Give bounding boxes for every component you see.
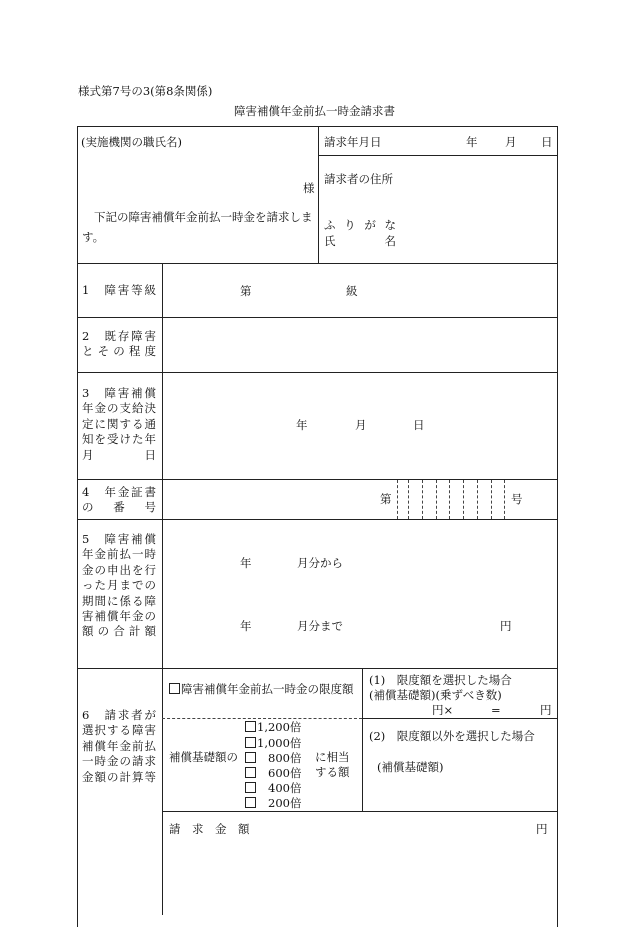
row1-bottom [77, 317, 557, 318]
row5-bottom [77, 668, 557, 669]
limit-checkbox[interactable] [169, 683, 180, 694]
multiplier-option[interactable] [245, 720, 301, 734]
multiplier-checkbox[interactable] [245, 737, 256, 748]
multiplier-label: 800倍 [268, 751, 302, 765]
certificate-box-line [436, 480, 437, 519]
certificate-box-line [491, 480, 492, 519]
multiplier-option[interactable] [245, 781, 301, 795]
name-label: 氏 名 [324, 234, 396, 248]
date-year: 年 [466, 135, 478, 149]
agency-label: (実施機関の職氏名) [81, 135, 182, 149]
base-amount-label: 補償基礎額の [169, 750, 238, 764]
label-column-divider [162, 263, 163, 915]
row5-to-label: 月分まで [297, 619, 343, 633]
multiplier-checkbox[interactable] [245, 752, 256, 763]
address-label: 請求者の住所 [324, 172, 393, 186]
row5-year-to: 年 [240, 619, 252, 633]
row6-divider [362, 668, 363, 811]
multiplier-checkbox[interactable] [245, 767, 256, 778]
multiplier-option[interactable] [245, 796, 301, 810]
request-text: 下記の障害補償年金前払一時金を請求します。 [82, 210, 313, 244]
row4-bottom [77, 519, 557, 520]
multiplier-option[interactable] [245, 736, 301, 750]
date-day: 日 [541, 135, 553, 149]
row6-label: 6 請求者が選択する障害補償年金前払一時金の請求金額の計算等 [82, 708, 156, 784]
certificate-box-line [397, 480, 398, 519]
limit-option[interactable] [169, 681, 359, 697]
multiplier-checkbox[interactable] [245, 797, 256, 808]
multiplier-checkbox[interactable] [245, 721, 256, 732]
multiplier-label: 400倍 [268, 781, 302, 795]
multiplier-label: 600倍 [268, 766, 302, 780]
sama-label: 様 [303, 181, 315, 195]
row3-bottom [77, 479, 557, 480]
row6-dashed-divider [162, 718, 362, 719]
multiplier-option[interactable] [245, 766, 301, 780]
row1-dai: 第 [240, 284, 252, 298]
case1-title: (1) 限度額を選択した場合 [369, 673, 512, 687]
case2-sub: (補償基礎額) [377, 760, 444, 774]
row3-year: 年 [296, 418, 308, 432]
row3-month: 月 [355, 418, 367, 432]
multiplier-label: 1,200倍 [257, 720, 302, 734]
row2-bottom [77, 372, 557, 373]
furigana-label: ふ り が な [324, 218, 396, 232]
row1-kyu: 級 [346, 284, 358, 298]
header-divider [318, 126, 319, 263]
row6-claim-divider [162, 811, 557, 812]
multiplier-checkbox[interactable] [245, 782, 256, 793]
case1-yen-x: 円× [432, 703, 454, 717]
multiplier-option[interactable] [245, 751, 301, 765]
claim-amount-label: 請 求 金 額 [169, 822, 250, 836]
row5-from-label: 月分から [297, 556, 343, 570]
date-label: 請求年月日 [324, 135, 382, 149]
claim-amount-yen: 円 [536, 822, 548, 836]
page-title: 障害補償年金前払一時金請求書 [234, 104, 395, 118]
certificate-box-line [477, 480, 478, 519]
limit-option-label: 障害補償年金前払一時金の限度額 [181, 682, 354, 696]
row3-day: 日 [413, 418, 425, 432]
certificate-box-line [449, 480, 450, 519]
case1-yen: 円 [540, 703, 552, 717]
equivalent-label: に相当する額 [315, 750, 350, 779]
row4-dai: 第 [380, 492, 392, 506]
row5-year-from: 年 [240, 556, 252, 570]
certificate-box-line [463, 480, 464, 519]
row5-yen: 円 [500, 619, 512, 633]
row6-case-divider [362, 718, 557, 719]
certificate-box-line [422, 480, 423, 519]
multiplier-label: 200倍 [268, 796, 302, 810]
row1-label: 1 障害等級 [82, 283, 156, 297]
row4-go: 号 [511, 492, 523, 506]
certificate-box-line [504, 480, 505, 519]
form-number: 様式第7号の3(第8条関係) [78, 84, 213, 98]
header-bottom [77, 263, 557, 264]
row3-label: 3 障害補償年金の支給決定に関する通知を受けた年月日 [82, 386, 156, 462]
date-month: 月 [505, 135, 517, 149]
case1-eq: = [491, 703, 501, 717]
row5-label: 5 障害補償年金前払一時金の申出を行った月までの期間に係る障害補償年金の額の合計額 [82, 532, 156, 639]
multiplier-label: 1,000倍 [257, 736, 302, 750]
row2-label: 2 既存障害とその程度 [82, 329, 156, 359]
row4-label: 4 年金証書の番号 [82, 485, 156, 515]
case1-sub: (補償基礎額)(乗ずべき数) [369, 688, 502, 702]
certificate-box-line [408, 480, 409, 519]
date-divider [318, 155, 557, 156]
case2-title: (2) 限度額以外を選択した場合 [369, 729, 535, 743]
